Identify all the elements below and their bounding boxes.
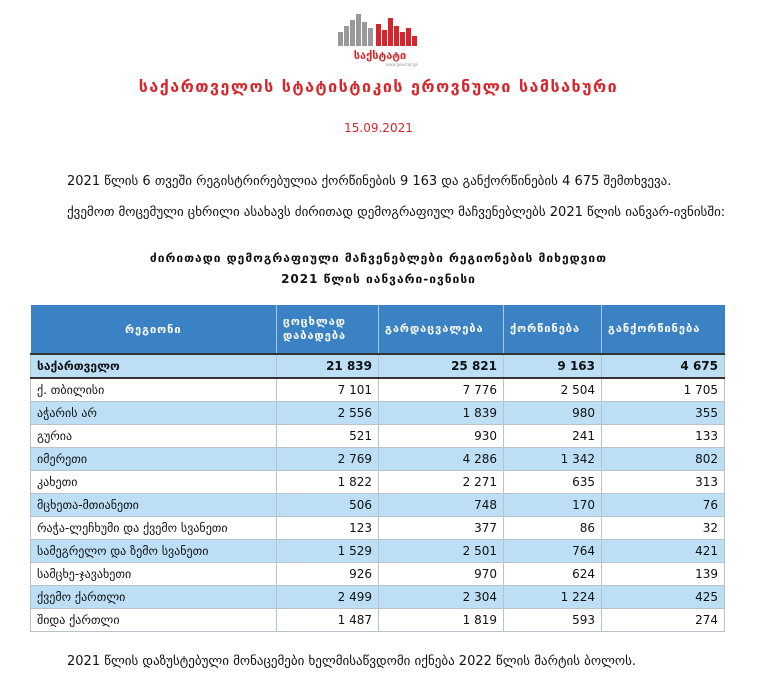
region-cell: აჭარის არ <box>31 402 277 425</box>
births-cell: 521 <box>277 425 379 448</box>
deaths-cell: 970 <box>379 563 504 586</box>
births-cell: 7 101 <box>277 378 379 402</box>
divorces-cell: 425 <box>602 586 725 609</box>
region-cell: მცხეთა-მთიანეთი <box>31 494 277 517</box>
release-date: 15.09.2021 <box>344 121 413 135</box>
marriages-cell: 980 <box>504 402 602 425</box>
table-row <box>31 471 725 494</box>
births-cell: 2 499 <box>277 586 379 609</box>
marriages-cell: 1 342 <box>504 448 602 471</box>
table-row <box>31 517 725 540</box>
deaths-cell: 377 <box>379 517 504 540</box>
total-divorces: 4 675 <box>602 354 725 378</box>
table-subtitle: 2021 წლის იანვარი-ივნისი <box>281 272 476 286</box>
marriages-cell: 1 224 <box>504 586 602 609</box>
header-region: რეგიონი <box>31 305 277 354</box>
divorces-cell: 133 <box>602 425 725 448</box>
marriages-cell: 764 <box>504 540 602 563</box>
demographic-table <box>30 305 725 632</box>
table-header-row <box>31 305 725 354</box>
total-row <box>31 354 725 378</box>
deaths-cell: 7 776 <box>379 378 504 402</box>
marriages-cell: 170 <box>504 494 602 517</box>
table-row <box>31 448 725 471</box>
deaths-cell: 1 819 <box>379 609 504 632</box>
total-deaths: 25 821 <box>379 354 504 378</box>
table-row <box>31 563 725 586</box>
table-row <box>31 378 725 402</box>
table-row <box>31 425 725 448</box>
footer-note: 2021 წლის დაზუსტებული მონაცემები ხელმისაწვდომი იქნება 2022 წლის მარტის ბოლოს. <box>67 654 637 669</box>
table-row <box>31 586 725 609</box>
header-divorces: განქორწინება <box>602 305 725 354</box>
logo-graphic <box>332 10 428 68</box>
births-cell: 1 487 <box>277 609 379 632</box>
header-marriages: ქორწინება <box>504 305 602 354</box>
intro-paragraph: 2021 წლის 6 თვეში რეგისტრირებულია ქორწინების 9 163 და განქორწინების 4 675 შემთხვევა. <box>67 174 672 189</box>
divorces-cell: 421 <box>602 540 725 563</box>
divorces-cell: 139 <box>602 563 725 586</box>
births-cell: 926 <box>277 563 379 586</box>
total-region: საქართველო <box>31 354 277 378</box>
deaths-cell: 2 501 <box>379 540 504 563</box>
logo-url: www.geostat.ge <box>385 62 418 67</box>
logo-wordmark: საქსტატი <box>353 49 407 62</box>
table-title: ძირითადი დემოგრაფიული მაჩვენებლები რეგიონების მიხედვით <box>149 251 608 265</box>
marriages-cell: 2 504 <box>504 378 602 402</box>
births-cell: 1 529 <box>277 540 379 563</box>
region-cell: ქვემო ქართლი <box>31 586 277 609</box>
marriages-cell: 593 <box>504 609 602 632</box>
table-intro-paragraph: ქვემოთ მოცემული ცხრილი ასახავს ძირითად დემოგრაფიულ მაჩვენებლებს 2021 წლის იანვარ-ივნისში: <box>67 205 726 220</box>
divorces-cell: 274 <box>602 609 725 632</box>
divorces-cell: 802 <box>602 448 725 471</box>
marriages-cell: 624 <box>504 563 602 586</box>
births-cell: 2 556 <box>277 402 379 425</box>
divorces-cell: 76 <box>602 494 725 517</box>
region-cell: იმერეთი <box>31 448 277 471</box>
divorces-cell: 313 <box>602 471 725 494</box>
deaths-cell: 748 <box>379 494 504 517</box>
births-cell: 123 <box>277 517 379 540</box>
deaths-cell: 2 271 <box>379 471 504 494</box>
table-row <box>31 494 725 517</box>
deaths-cell: 4 286 <box>379 448 504 471</box>
births-cell: 506 <box>277 494 379 517</box>
marriages-cell: 635 <box>504 471 602 494</box>
region-cell: რაჭა-ლეჩხუმი და ქვემო სვანეთი <box>31 517 277 540</box>
region-cell: სამცხე-ჯავახეთი <box>31 563 277 586</box>
header-births: ცოცხლად დაბადება <box>277 305 379 354</box>
births-cell: 1 822 <box>277 471 379 494</box>
table-row <box>31 540 725 563</box>
marriages-cell: 86 <box>504 517 602 540</box>
region-cell: გურია <box>31 425 277 448</box>
divorces-cell: 32 <box>602 517 725 540</box>
region-cell: შიდა ქართლი <box>31 609 277 632</box>
total-marriages: 9 163 <box>504 354 602 378</box>
region-cell: სამეგრელო და ზემო სვანეთი <box>31 540 277 563</box>
total-births: 21 839 <box>277 354 379 378</box>
table-row <box>31 609 725 632</box>
deaths-cell: 2 304 <box>379 586 504 609</box>
region-cell: კახეთი <box>31 471 277 494</box>
page-title: საქართველოს სტატისტიკის ეროვნული სამსახური <box>138 77 619 96</box>
marriages-cell: 241 <box>504 425 602 448</box>
geostat-logo <box>332 10 428 68</box>
header-deaths: გარდაცვალება <box>379 305 504 354</box>
table-row <box>31 402 725 425</box>
deaths-cell: 930 <box>379 425 504 448</box>
region-cell: ქ. თბილისი <box>31 378 277 402</box>
deaths-cell: 1 839 <box>379 402 504 425</box>
births-cell: 2 769 <box>277 448 379 471</box>
divorces-cell: 1 705 <box>602 378 725 402</box>
divorces-cell: 355 <box>602 402 725 425</box>
